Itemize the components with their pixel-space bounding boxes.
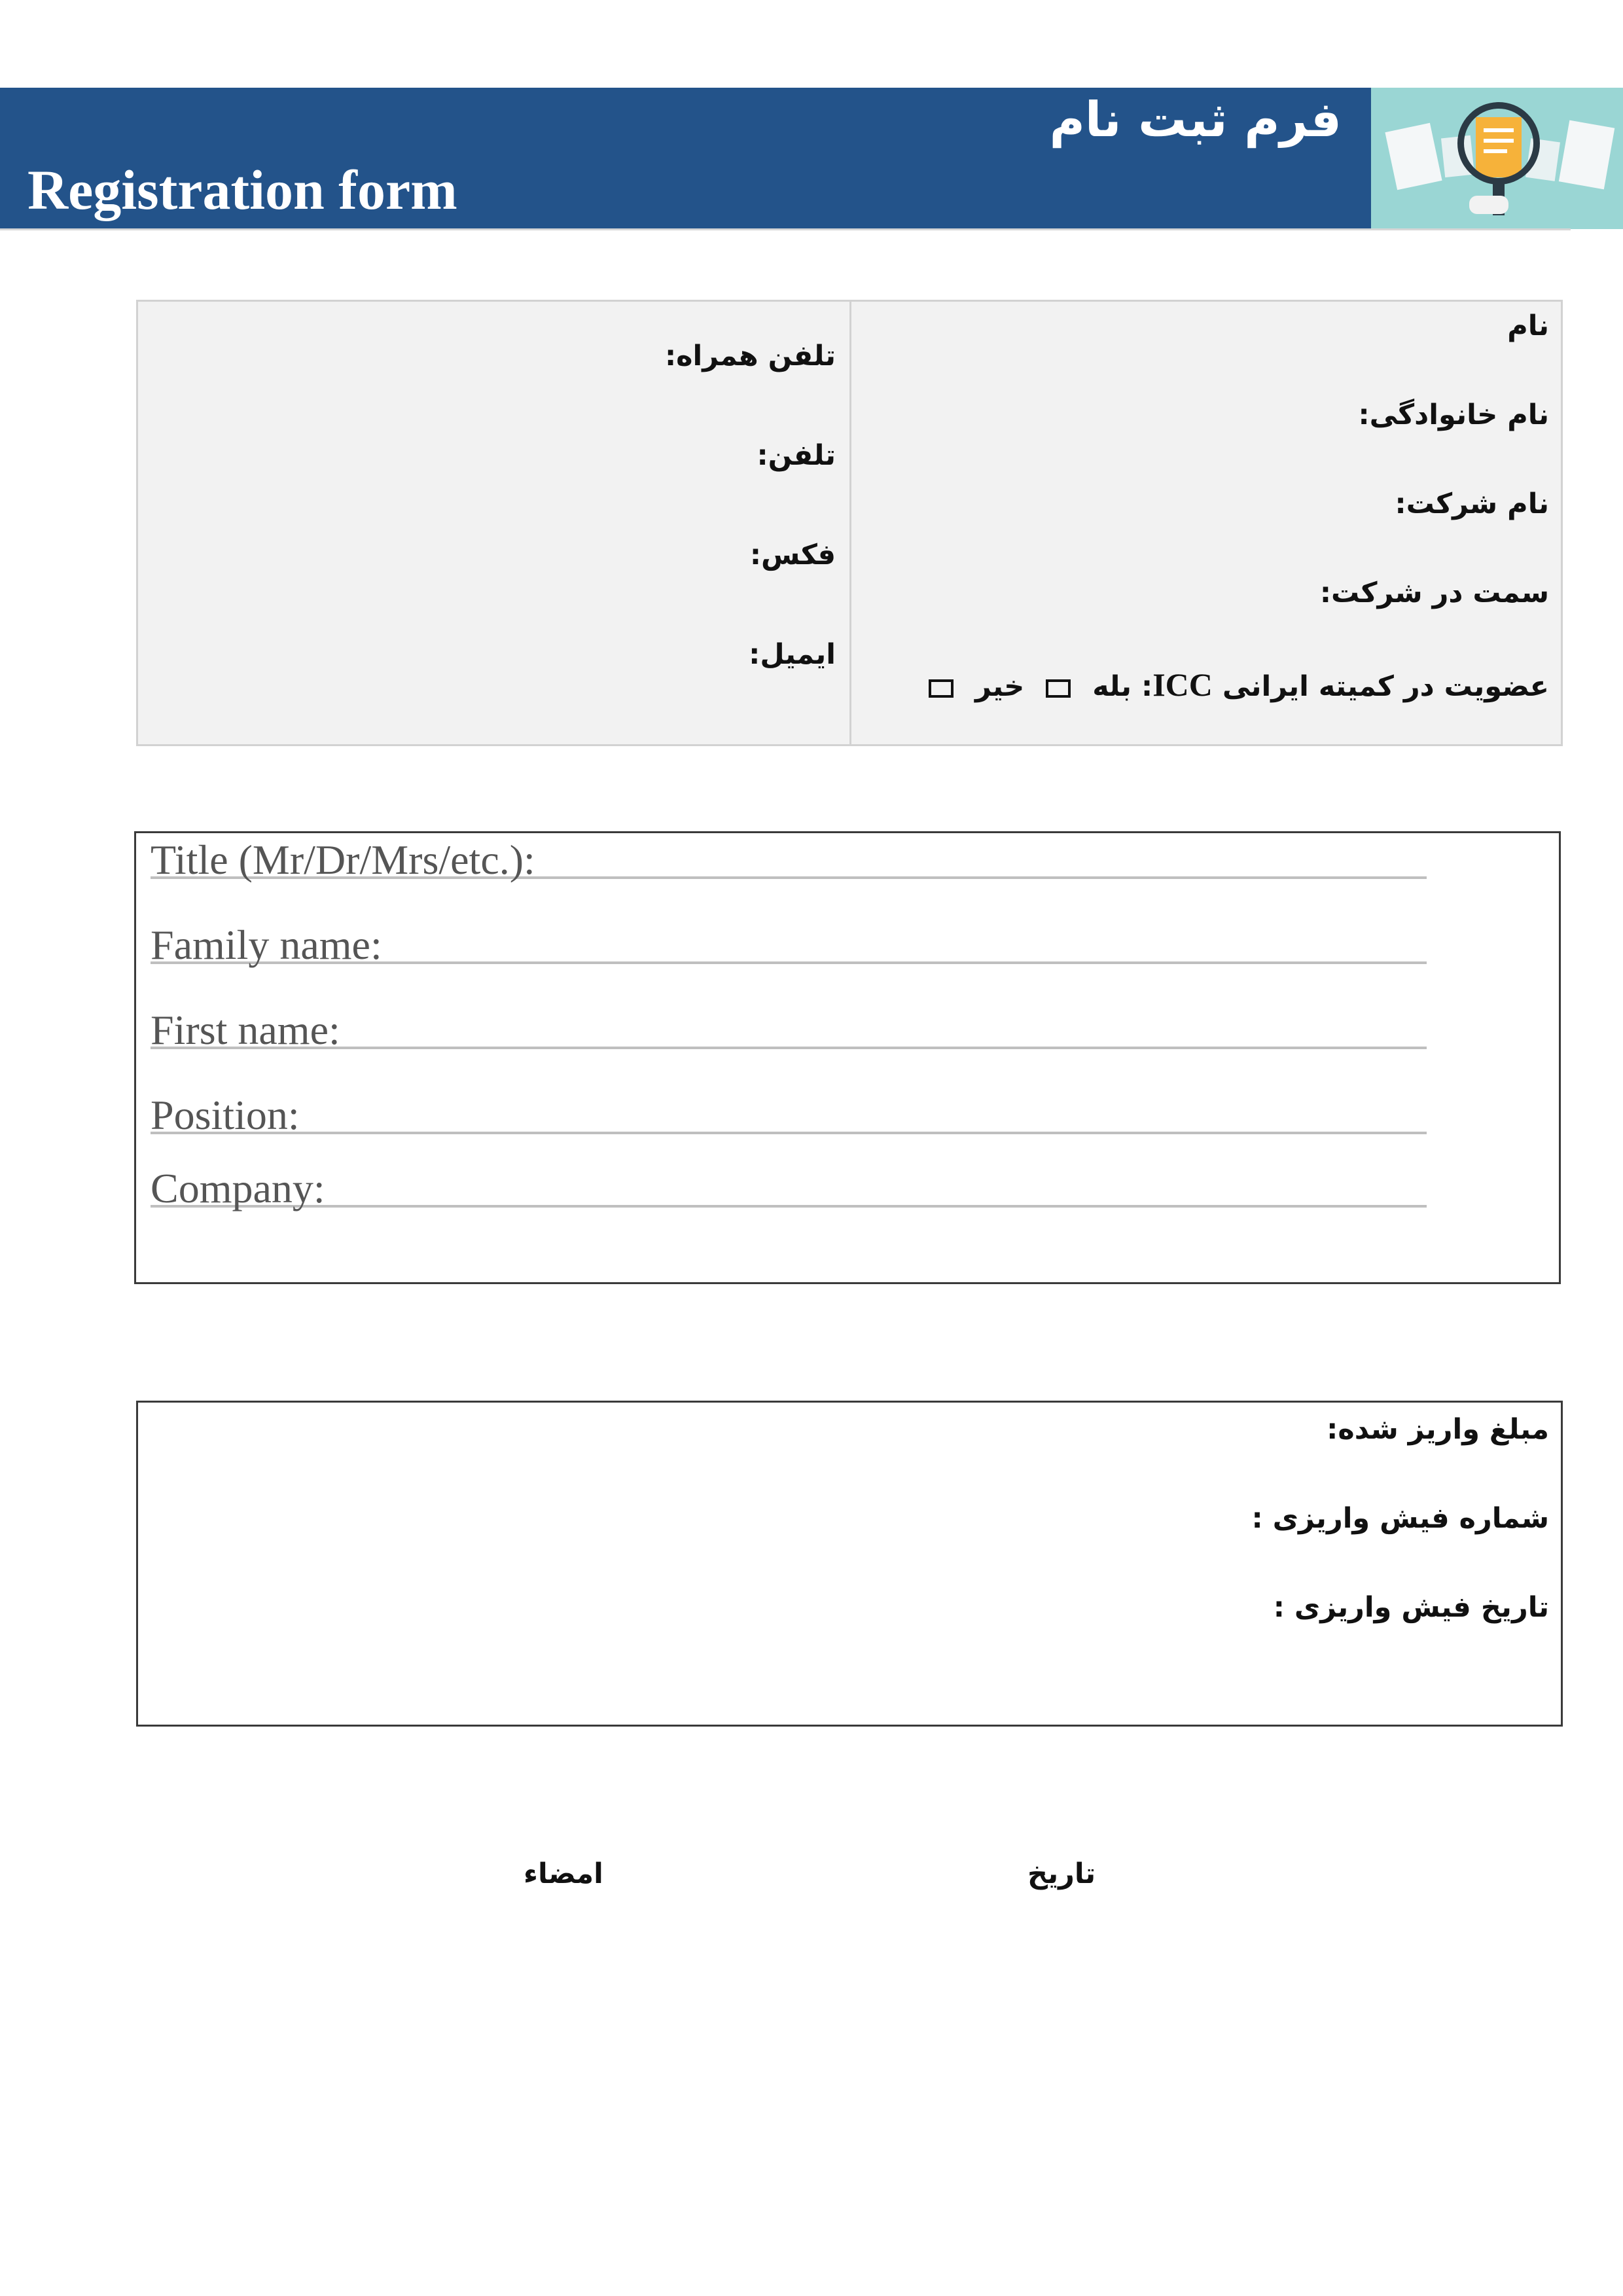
header-illustration — [1371, 88, 1623, 229]
receipt-date-label: تاریخ فیش واریزی : — [1273, 1591, 1549, 1624]
title-field-label: Title (Mr/Dr/Mrs/etc.): — [151, 836, 535, 883]
receipt-number-label: شماره فیش واریزی : — [1251, 1502, 1549, 1535]
page-title-en: Registration form — [27, 158, 457, 221]
email-fa-label: ایمیل: — [749, 638, 836, 671]
signature-label: امضاء — [524, 1857, 603, 1890]
english-fields-box — [134, 831, 1561, 1284]
title-field[interactable] — [151, 836, 1427, 883]
membership-colon: : — [1141, 670, 1153, 703]
document-magnifier-icon — [1371, 88, 1623, 229]
position-fa-label: سمت در شرکت: — [1319, 577, 1549, 609]
phone-fa-label: تلفن: — [757, 439, 836, 472]
amount-paid-label: مبلغ واریز شده: — [1327, 1413, 1549, 1446]
first-name-field-label: First name: — [151, 1007, 340, 1053]
membership-yes-label: بله — [1092, 670, 1132, 703]
membership-row — [917, 666, 1549, 704]
column-divider — [849, 302, 851, 744]
header-rule — [0, 228, 1571, 230]
membership-label: عضویت در کمیته ایرانی — [1222, 670, 1549, 703]
membership-yes-checkbox[interactable] — [1046, 679, 1071, 698]
company-field[interactable] — [151, 1165, 1427, 1211]
position-field-label: Position: — [151, 1092, 300, 1138]
family-name-field-label: Family name: — [151, 922, 382, 968]
company-fa-label: نام شرکت: — [1395, 488, 1549, 520]
payment-box — [136, 1401, 1563, 1727]
fax-fa-label: فکس: — [749, 539, 836, 571]
family-name-field[interactable] — [151, 922, 1427, 968]
membership-org: ICC — [1152, 666, 1213, 703]
page-title-fa: فرم ثبت نام — [1049, 92, 1342, 148]
date-label: تاریخ — [1027, 1857, 1096, 1890]
company-field-label: Company: — [151, 1165, 325, 1211]
membership-no-checkbox[interactable] — [929, 679, 954, 698]
first-name-fa-label: نام — [1507, 310, 1549, 342]
mobile-fa-label: تلفن همراه: — [664, 340, 836, 372]
last-name-fa-label: نام خانوادگی: — [1358, 399, 1549, 431]
persian-info-table — [136, 300, 1563, 746]
first-name-field[interactable] — [151, 1007, 1427, 1053]
membership-no-label: خیر — [974, 670, 1025, 703]
position-field[interactable] — [151, 1092, 1427, 1138]
